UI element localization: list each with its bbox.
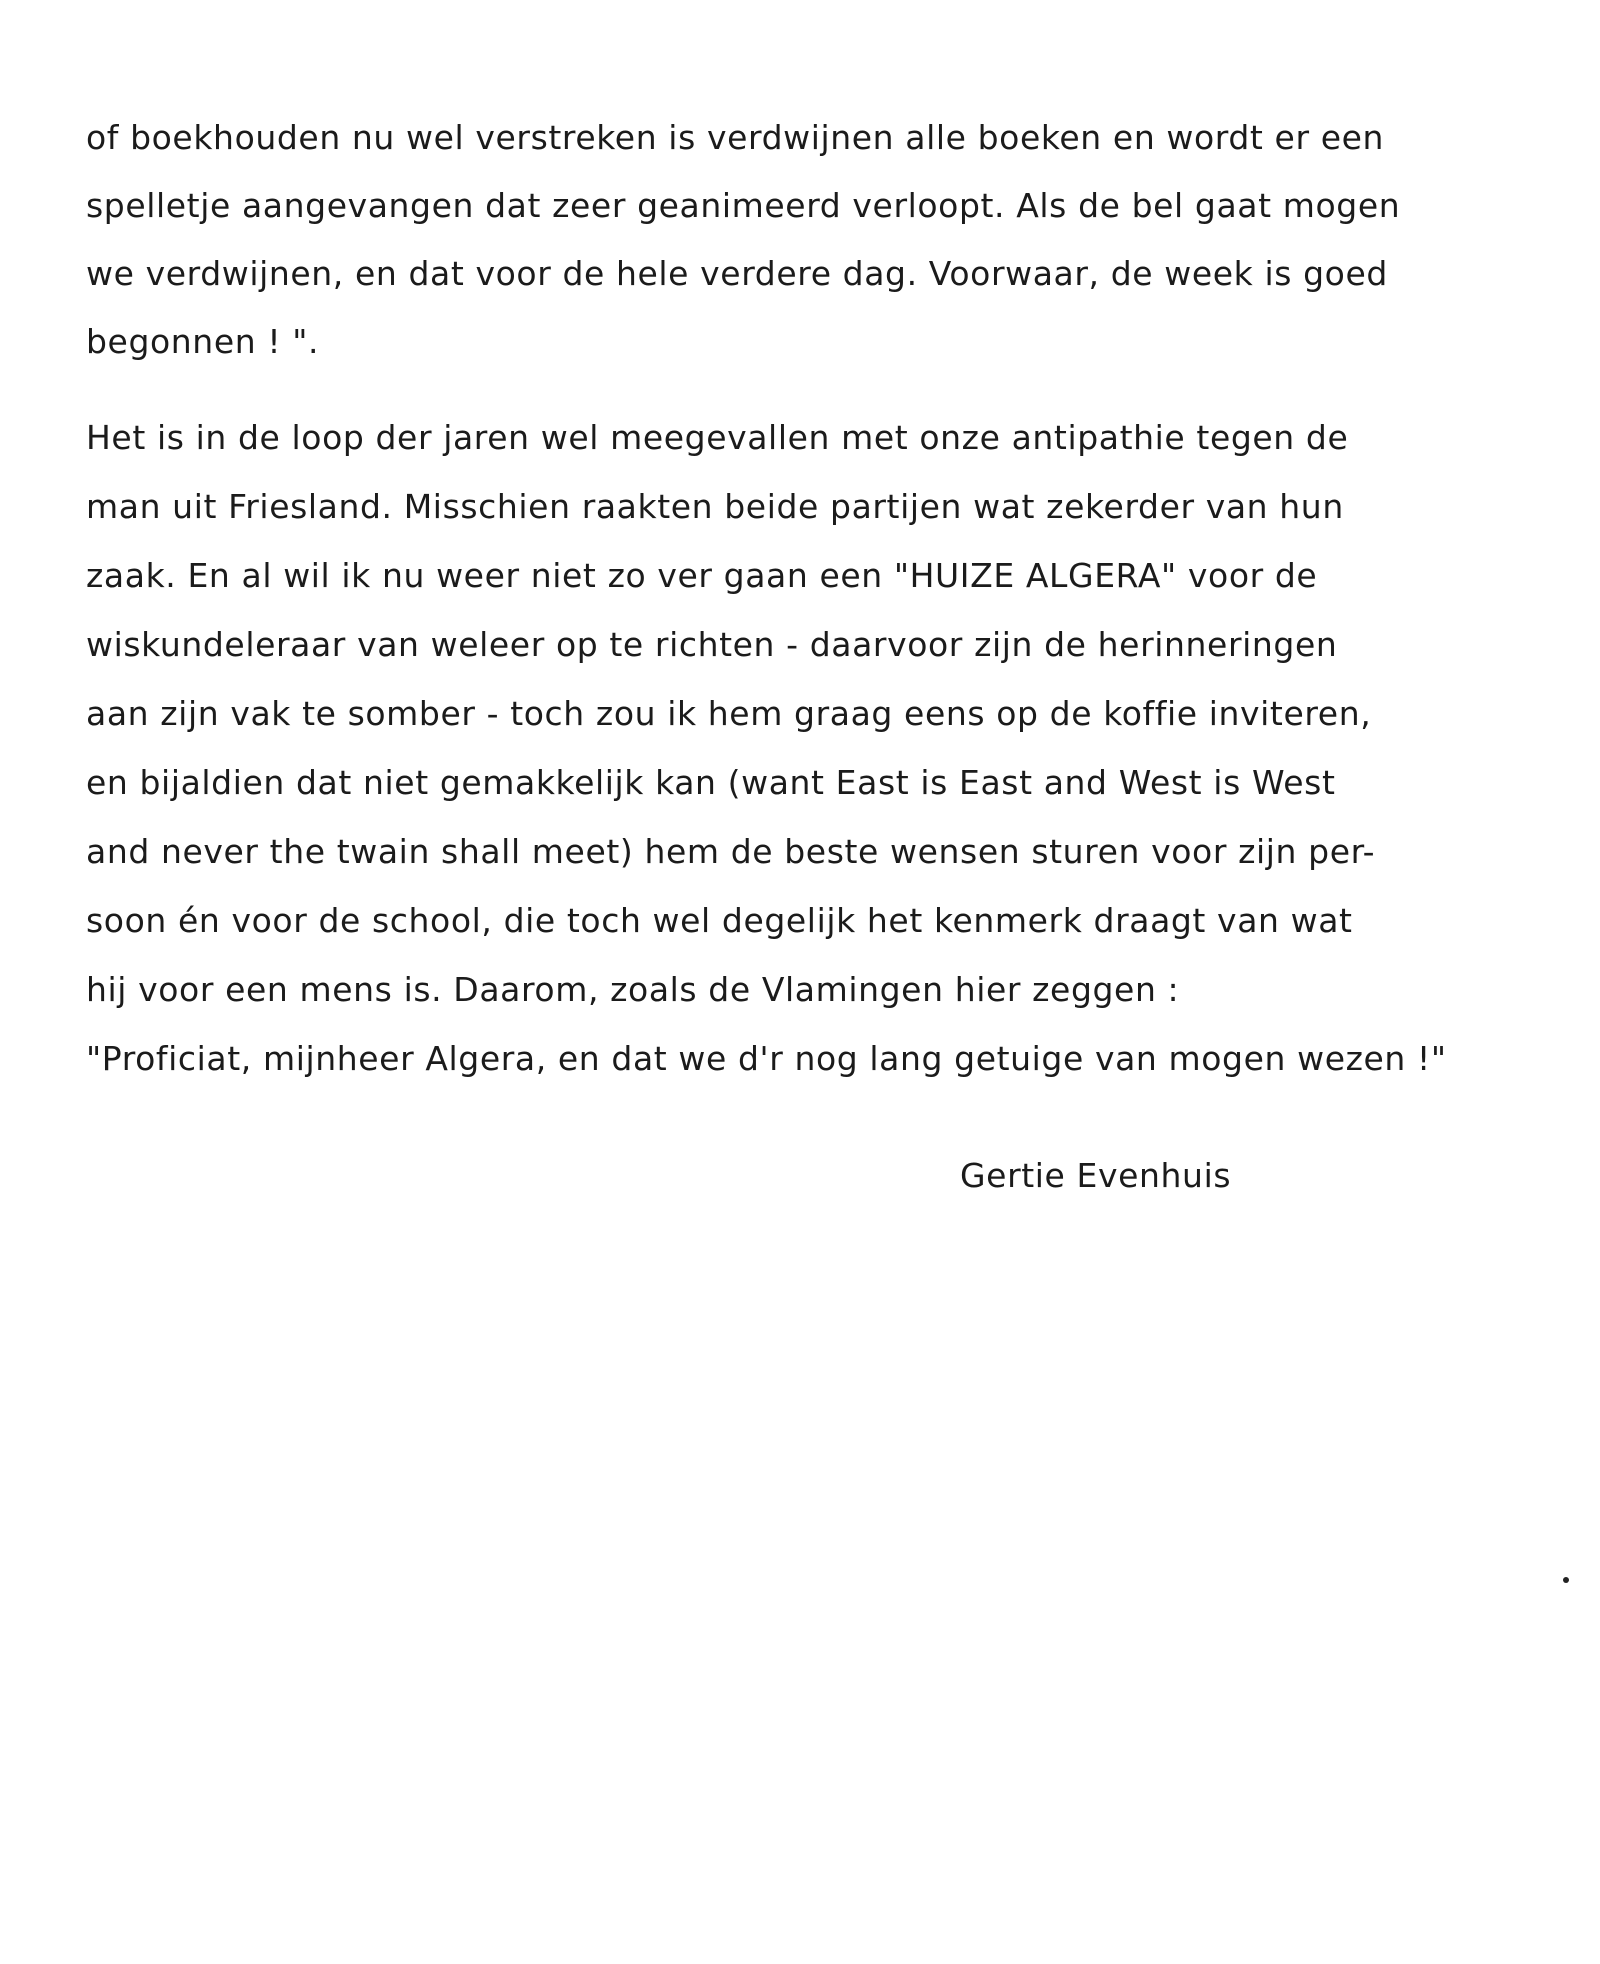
- paragraph-1-line-4: begonnen ! ".: [86, 322, 320, 361]
- paragraph-2-line-3: zaak. En al wil ik nu weer niet zo ver gaan een "HUIZE ALGERA" voor de: [86, 556, 1318, 595]
- paragraph-1-line-2: spelletje aangevangen dat zeer geanimeerd verloopt. Als de bel gaat mogen: [86, 186, 1401, 225]
- paragraph-2-line-6: en bijaldien dat niet gemakkelijk kan (want East is East and West is West: [86, 763, 1336, 802]
- paragraph-1-line-1: of boekhouden nu wel verstreken is verdwijnen alle boeken en wordt er een: [86, 118, 1385, 157]
- paragraph-2-line-2: man uit Friesland. Misschien raakten beide partijen wat zekerder van hun: [86, 487, 1344, 526]
- paper-speck: [1563, 1577, 1569, 1583]
- paragraph-2-line-4: wiskundeleraar van weleer op te richten - daarvoor zijn de herinneringen: [86, 625, 1338, 664]
- paragraph-2-line-8: soon én voor de school, die toch wel degelijk het kenmerk draagt van wat: [86, 901, 1353, 940]
- paragraph-2-line-10: "Proficiat, mijnheer Algera, en dat we d'r nog lang getuige van mogen wezen !": [86, 1039, 1447, 1078]
- paragraph-2-line-7: and never the twain shall meet) hem de beste wensen sturen voor zijn per-: [86, 832, 1376, 871]
- signature: Gertie Evenhuis: [960, 1156, 1232, 1195]
- paragraph-2-line-9: hij voor een mens is. Daarom, zoals de Vlamingen hier zeggen :: [86, 970, 1180, 1009]
- paragraph-2-line-5: aan zijn vak te somber - toch zou ik hem graag eens op de koffie inviteren,: [86, 694, 1372, 733]
- paragraph-1-line-3: we verdwijnen, en dat voor de hele verdere dag. Voorwaar, de week is goed: [86, 254, 1388, 293]
- paragraph-2-line-1: Het is in de loop der jaren wel meegevallen met onze antipathie tegen de: [86, 418, 1349, 457]
